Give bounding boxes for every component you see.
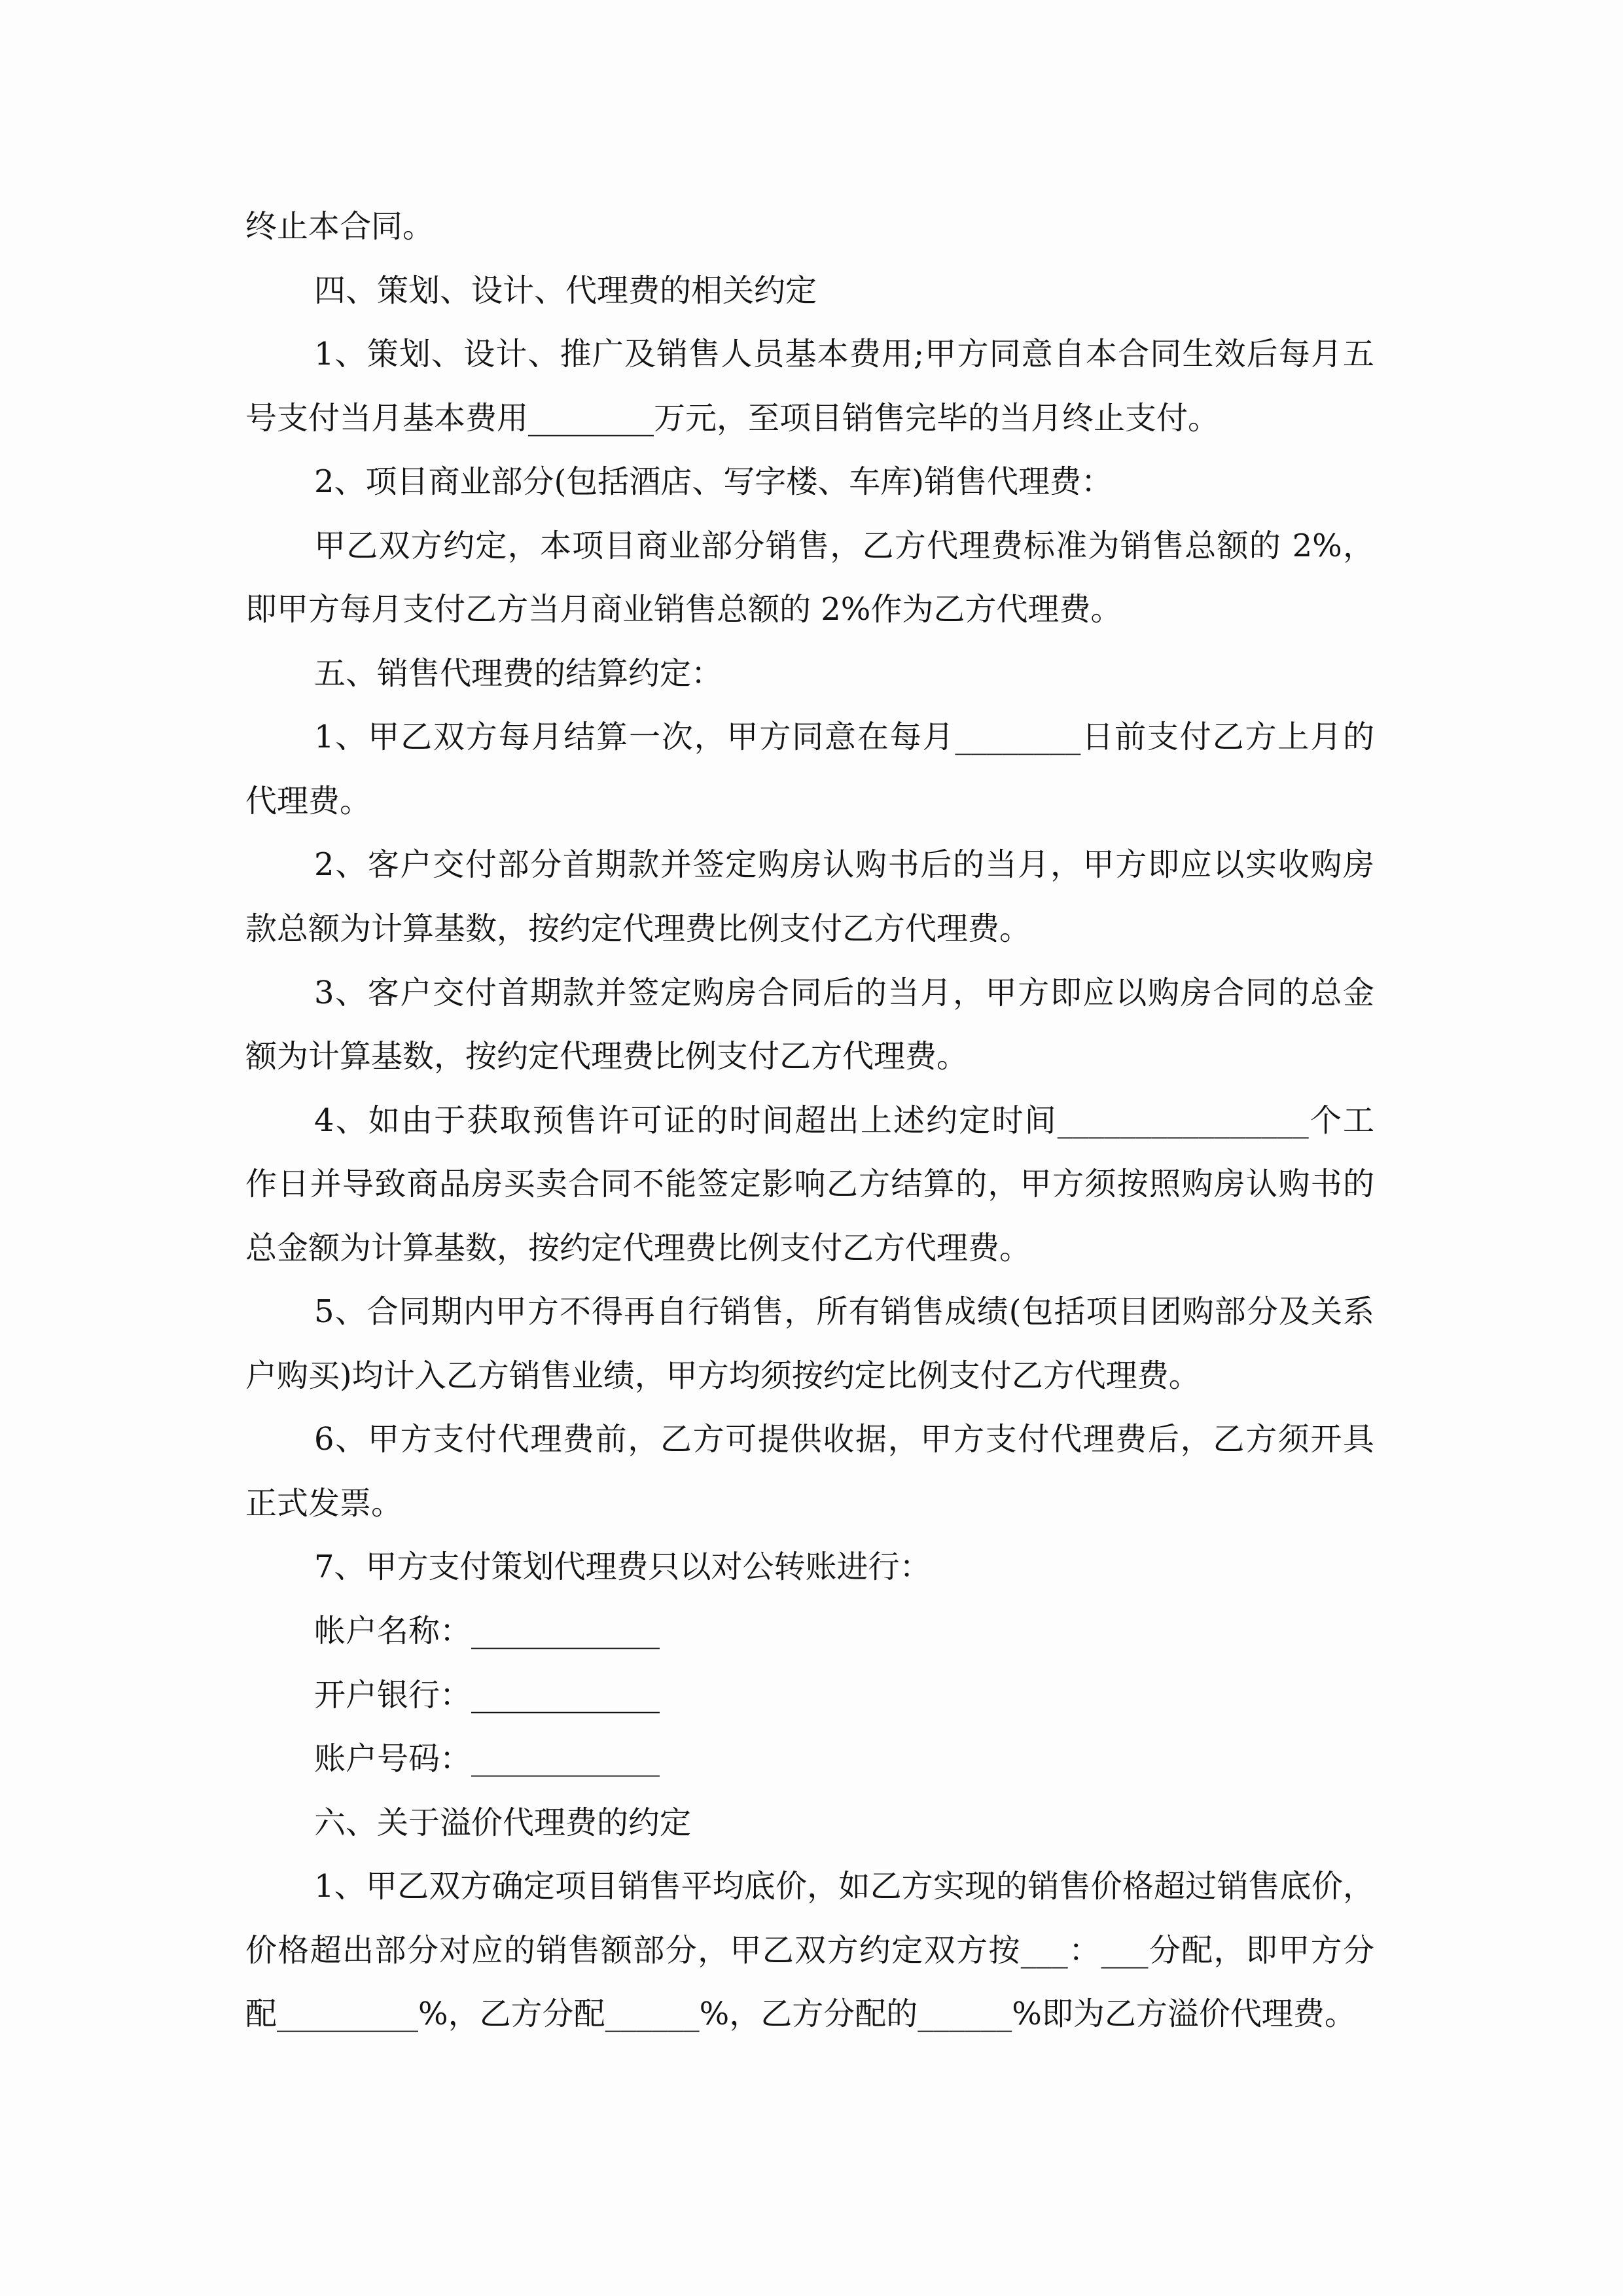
text-line: 5、合同期内甲方不得再自行销售，所有销售成绩(包括项目团购部分及关系 <box>314 1293 1374 1331</box>
clause-5-2 <box>245 833 1374 961</box>
text-line: 户购买)均计入乙方销售业绩，甲方均须按约定比例支付乙方代理费。 <box>245 1357 1200 1394</box>
text-line: 2、客户交付部分首期款并签定购房认购书后的当月，甲方即应以实收购房 <box>314 846 1374 884</box>
text-line: 4、如由于获取预售许可证的时间超出上述约定时间________________个工 <box>314 1102 1374 1139</box>
text-line: 价格超出部分对应的销售额部分，甲乙双方约定双方按___：___分配，即甲方分 <box>245 1931 1374 1969</box>
text-line: 代理费。 <box>245 782 372 819</box>
text-line: 正式发票。 <box>245 1484 403 1522</box>
heading-line: 六、关于溢价代理费的约定 <box>314 1804 692 1841</box>
clause-5-4 <box>245 1089 1374 1281</box>
bank-name-field: 开户银行：____________ <box>314 1676 660 1713</box>
text-line: 总金额为计算基数，按约定代理费比例支付乙方代理费。 <box>245 1229 1031 1266</box>
text-line: 1、策划、设计、推广及销售人员基本费用;甲方同意自本合同生效后每月五 <box>314 336 1374 373</box>
clause-6-1 <box>245 1855 1374 2047</box>
section-heading-4 <box>245 259 1374 323</box>
section-heading-6 <box>245 1791 1374 1856</box>
text-line: 配_________%，乙方分配______%，乙方分配的______%即为乙方溢价代理费。 <box>245 1996 1356 2033</box>
clause-4-1 <box>245 323 1374 450</box>
text-line: 款总额为计算基数，按约定代理费比例支付乙方代理费。 <box>245 910 1031 948</box>
text-line: 1、甲乙双方每月结算一次，甲方同意在每月________日前支付乙方上月的 <box>314 719 1374 756</box>
text-line: 号支付当月基本费用________万元，至项目销售完毕的当月终止支付。 <box>245 399 1220 437</box>
clause-5-6 <box>245 1408 1374 1535</box>
text-line: 1、甲乙双方确定项目销售平均底价，如乙方实现的销售价格超过销售底价， <box>314 1868 1374 1905</box>
clause-5-5 <box>245 1280 1374 1408</box>
text-line: 6、甲方支付代理费前，乙方可提供收据，甲方支付代理费后，乙方须开具 <box>314 1421 1374 1458</box>
document-body <box>245 195 1374 2047</box>
text-line: 额为计算基数，按约定代理费比例支付乙方代理费。 <box>245 1038 969 1075</box>
text-line: 甲乙双方约定，本项目商业部分销售，乙方代理费标准为销售总额的 2%， <box>314 527 1374 564</box>
account-number-field: 账户号码：____________ <box>314 1740 660 1778</box>
text-line: 即甲方每月支付乙方当月商业销售总额的 2%作为乙方代理费。 <box>245 591 1122 628</box>
text-line: 终止本合同。 <box>245 208 435 245</box>
account-name-field: 帐户名称：____________ <box>314 1613 660 1650</box>
paragraph-continuation <box>245 195 1374 259</box>
section-heading-5 <box>245 642 1374 706</box>
text-line: 作日并导致商品房买卖合同不能签定影响乙方结算的，甲方须按照购房认购书的 <box>245 1166 1374 1203</box>
heading-line: 四、策划、设计、代理费的相关约定 <box>314 272 817 309</box>
heading-line: 五、销售代理费的结算约定： <box>314 655 723 692</box>
clause-4-2-detail <box>245 514 1374 642</box>
text-line: 7、甲方支付策划代理费只以对公转账进行： <box>314 1549 931 1586</box>
bank-account-fields <box>245 1600 1374 1791</box>
text-line: 3、客户交付首期款并签定购房合同后的当月，甲方即应以购房合同的总金 <box>314 974 1374 1011</box>
clause-4-2 <box>245 450 1374 514</box>
clause-5-1 <box>245 706 1374 833</box>
clause-5-7 <box>245 1535 1374 1600</box>
clause-5-3 <box>245 961 1374 1089</box>
text-line: 2、项目商业部分(包括酒店、写字楼、车库)销售代理费： <box>314 463 1113 501</box>
